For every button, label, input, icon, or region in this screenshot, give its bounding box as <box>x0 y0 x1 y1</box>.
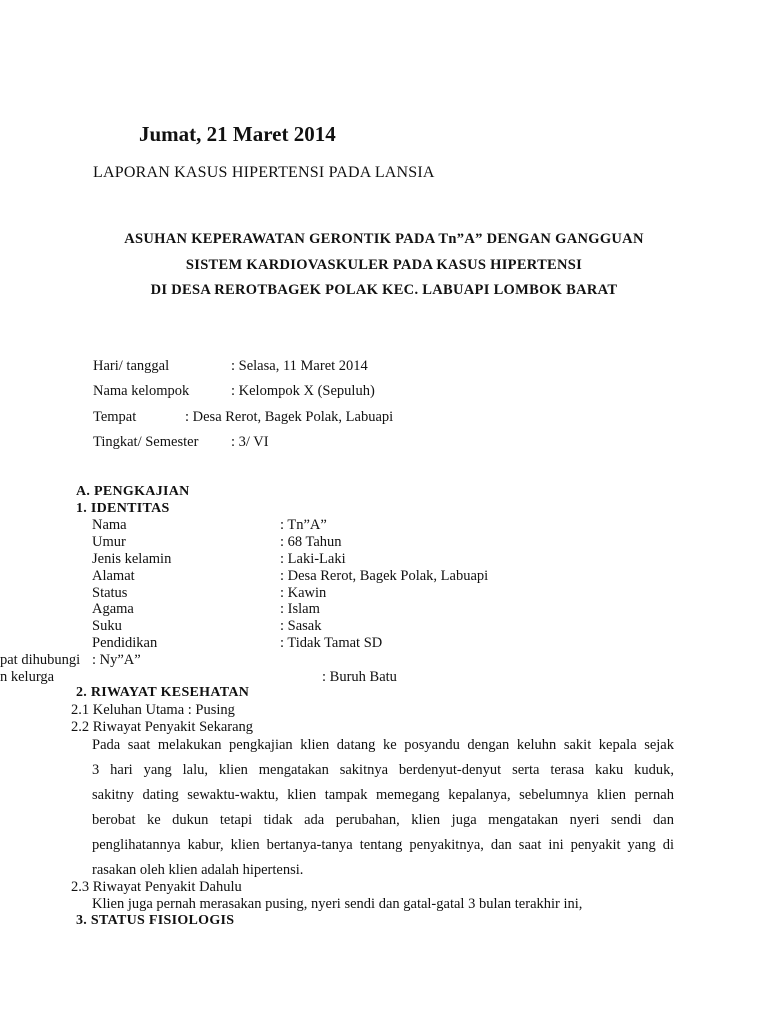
identity-label-contact: pat dihubungi <box>0 652 81 668</box>
section-a-heading: A. PENGKAJIAN <box>76 484 190 499</box>
meta-label-date: Hari/ tanggal <box>93 358 170 374</box>
past-illness-heading: 2.3 Riwayat Penyakit Dahulu <box>71 879 242 895</box>
identity-label-education: Pendidikan <box>92 635 158 651</box>
identity-value-sex: : Laki-Laki <box>280 551 346 567</box>
identity-value-ethnicity: : Sasak <box>280 618 322 634</box>
paragraph-line: rasakan oleh klien adalah hipertensi. <box>92 862 304 878</box>
identity-label-ethnicity: Suku <box>92 618 122 634</box>
identity-value-contact: : Ny”A” <box>92 652 141 668</box>
care-title-line-3: DI DESA REROTBAGEK POLAK KEC. LABUAPI LOMBOK BARAT <box>150 282 618 298</box>
date-heading: Jumat, 21 Maret 2014 <box>139 122 336 146</box>
meta-value-group: : Kelompok X (Sepuluh) <box>231 383 375 399</box>
main-complaint: 2.1 Keluhan Utama : Pusing <box>71 702 235 718</box>
identity-value-name: : Tn”A” <box>280 517 327 533</box>
identity-label-address: Alamat <box>92 568 135 584</box>
past-illness-text: Klien juga pernah merasakan pusing, nyeri sendi dan gatal-gatal 3 bulan terakhir ini, <box>92 896 583 912</box>
identity-value-education: : Tidak Tamat SD <box>280 635 383 651</box>
meta-label-level: Tingkat/ Semester <box>93 434 199 450</box>
current-illness-heading: 2.2 Riwayat Penyakit Sekarang <box>71 719 254 735</box>
paragraph-line: Pada saat melakukan pengkajian klien datang ke posyandu dengan keluhn sakit kepala sejak <box>92 737 674 753</box>
paragraph-line: sakitny dating sewaktu-waktu, klien tampak memegang kepalanya, sebelumnya klien pernah <box>92 787 674 803</box>
meta-label-place: Tempat <box>93 409 137 425</box>
identity-label-religion: Agama <box>92 601 134 617</box>
identity-heading: 1. IDENTITAS <box>76 501 170 516</box>
health-history-heading: 2. RIWAYAT KESEHATAN <box>76 685 250 700</box>
meta-label-group: Nama kelompok <box>93 383 190 399</box>
meta-value-place: : Desa Rerot, Bagek Polak, Labuapi <box>185 409 394 425</box>
report-title: LAPORAN KASUS HIPERTENSI PADA LANSIA <box>93 164 435 181</box>
identity-label-name: Nama <box>92 517 127 533</box>
meta-value-date: : Selasa, 11 Maret 2014 <box>231 358 368 374</box>
identity-label-age: Umur <box>92 534 126 550</box>
identity-value-address: : Desa Rerot, Bagek Polak, Labuapi <box>280 568 489 584</box>
identity-value-religion: : Islam <box>280 601 320 617</box>
identity-value-status: : Kawin <box>280 585 327 601</box>
paragraph-line: berobat ke dukun tetapi tidak ada perubahan, klien juga mengatakan nyeri sendi dan <box>92 812 674 828</box>
current-illness-paragraph <box>92 733 674 883</box>
identity-value-age: : 68 Tahun <box>280 534 342 550</box>
meta-value-level: : 3/ VI <box>231 434 269 450</box>
care-title-line-2: SISTEM KARDIOVASKULER PADA KASUS HIPERTENSI <box>185 257 583 273</box>
paragraph-line: penglihatannya kabur, klien bertanya-tanya tentang penyakitnya, dan saat ini penyakit yang di <box>92 837 674 853</box>
identity-label-sex: Jenis kelamin <box>92 551 172 567</box>
identity-label-family: n kelurga <box>0 669 55 685</box>
section-3-heading: 3. STATUS FISIOLOGIS <box>76 913 235 928</box>
care-title-line-1: ASUHAN KEPERAWATAN GERONTIK PADA Tn”A” DENGAN GANGGUAN <box>124 231 644 247</box>
identity-value-family: : Buruh Batu <box>322 669 397 685</box>
identity-label-status: Status <box>92 585 128 601</box>
paragraph-line: 3 hari yang lalu, klien mengatakan sakitnya berdenyut-denyut serta terasa kaku kuduk, <box>92 762 674 778</box>
